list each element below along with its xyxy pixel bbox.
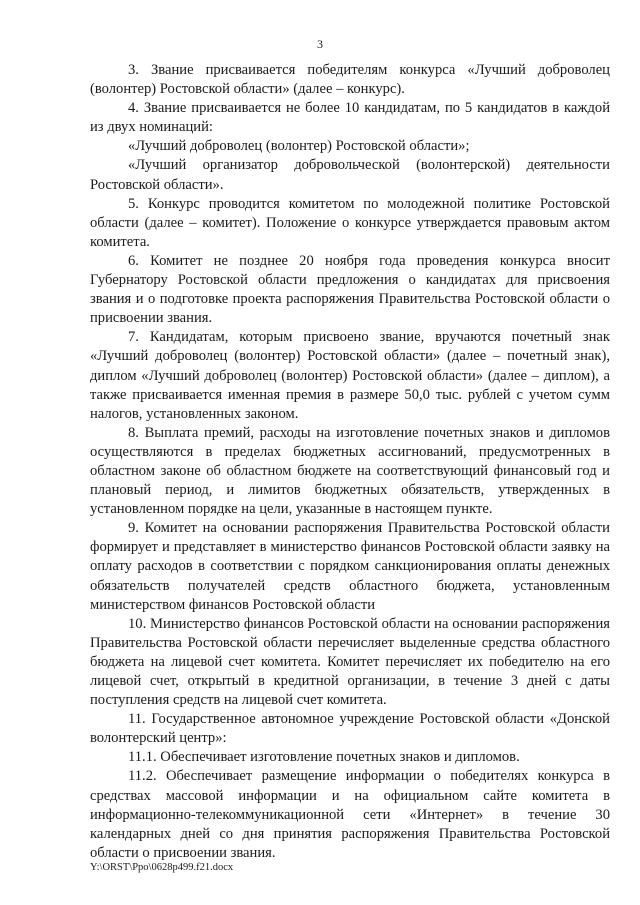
paragraph-6: 6. Комитет не позднее 20 ноября года проведения конкурса вносит Губернатору Ростовской области предложения о кандидатах для присвоения звания и о подготовке проекта распоряжения Правительства Ростовской области о присвоении звания. xyxy=(90,252,610,327)
paragraph-11-1: 11.1. Обеспечивает изготовление почетных знаков и дипломов. xyxy=(128,749,520,766)
document-body xyxy=(90,61,610,863)
paragraph-7: 7. Кандидатам, которым присвоено звание, вручаются почетный знак «Лучший доброволец (волонтер) Ростовской области» (далее – почетный знак), диплом «Лучший доброволец (волонтер) Ростовской области» (далее – диплом), а также присваивается именная премия в размере 50,0 тыс. рублей с учетом сумм налогов, установленных законом. xyxy=(90,329,610,422)
paragraph-4: 4. Звание присваивается не более 10 кандидатам, по 5 кандидатов в каждой из двух номинаций: xyxy=(90,100,610,136)
page-number: 3 xyxy=(317,37,323,51)
paragraph-10: 10. Министерство финансов Ростовской области на основании распоряжения Правительства Ростовской области перечисляет выделенные средства областного бюджета на лицевой счет комитета. Комитет перечисляет их победителю на его лицевой счет, открытый в кредитной организации, в течение 3 дней с даты поступления средств на лицевой счет комитета. xyxy=(90,615,610,709)
paragraph-8: 8. Выплата премий, расходы на изготовление почетных знаков и дипломов осуществляются в пределах бюджетных ассигнований, предусмотренных в областном законе об областном бюджете на соответствующий финансовый год и плановый период, и лимитов бюджетных обязательств, утвержденных в установленном порядке на цели, указанные в настоящем пункте. xyxy=(90,424,610,518)
footer-file-path: Y:\ORST\Ppo\0628p499.f21.docx xyxy=(90,862,234,873)
nomination-volunteer: «Лучший доброволец (волонтер) Ростовской области»; xyxy=(128,138,470,155)
paragraph-3: 3. Звание присваивается победителям конкурса «Лучший доброволец (волонтер) Ростовской области» (далее – конкурс). xyxy=(90,62,610,98)
paragraph-11-2: 11.2. Обеспечивает размещение информации о победителях конкурса в средствах массовой информации и на официальном сайте комитета в информационно-телекоммуникационной сети «Интернет» в течение 30 календарных дней со дня принятия распоряжения Правительства Ростовской области о присвоении звания. xyxy=(90,768,610,861)
paragraph-11: 11. Государственное автономное учреждение Ростовской области «Донской волонтерский центр»: xyxy=(90,711,610,747)
paragraph-9: 9. Комитет на основании распоряжения Правительства Ростовской области формирует и представляет в министерство финансов Ростовской области заявку на оплату расходов в соответствии с порядком санкционирования оплаты денежных обязательств получателей средств областного бюджета, установленным министерством финансов Ростовской области xyxy=(90,520,610,613)
paragraph-5: 5. Конкурс проводится комитетом по молодежной политике Ростовской области (далее – комитет). Положение о конкурсе утверждается правовым актом комитета. xyxy=(90,195,610,250)
nomination-organizer: «Лучший организатор добровольческой (волонтерской) деятельности Ростовской области». xyxy=(90,157,610,193)
